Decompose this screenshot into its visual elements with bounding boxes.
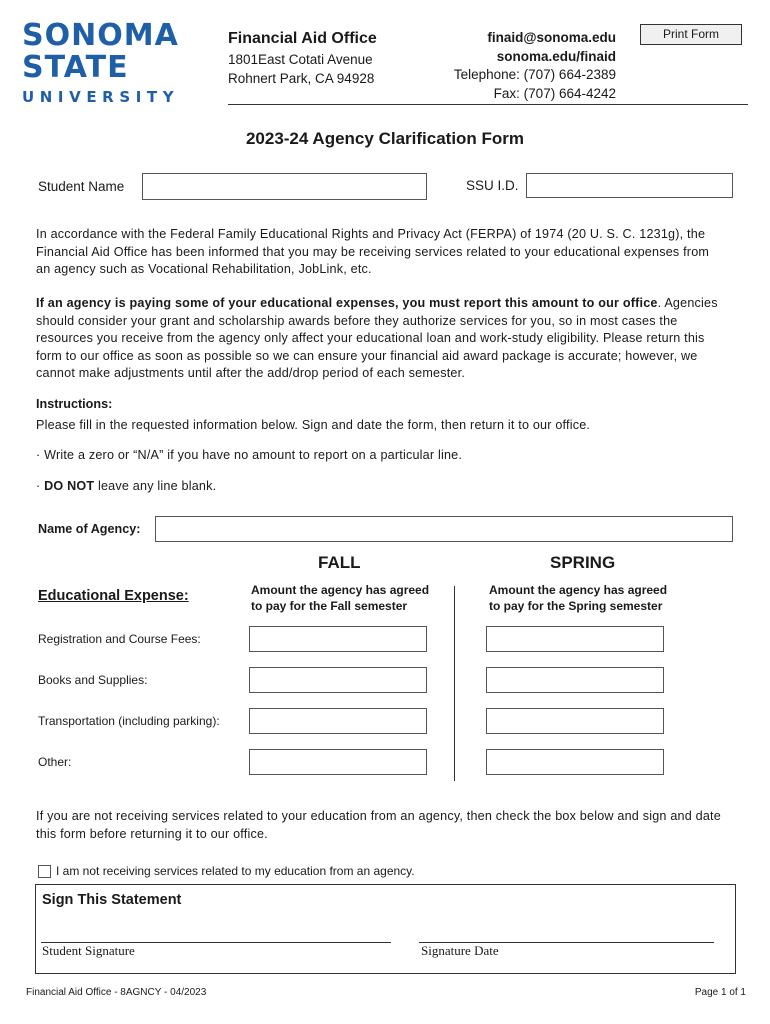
expense-row-label: Transportation (including parking): (38, 714, 220, 728)
ssu-id-label: SSU I.D. (466, 178, 519, 193)
fall-heading: FALL (318, 553, 361, 572)
fall-subheading-line1: Amount the agency has agreed (251, 583, 430, 597)
agency-name-input[interactable] (155, 516, 733, 542)
signature-heading: Sign This Statement (42, 892, 182, 908)
ssu-id-input[interactable] (526, 173, 733, 198)
fall-books-input[interactable] (249, 667, 427, 693)
print-form-button[interactable]: Print Form (640, 24, 742, 45)
expense-row-label: Other: (38, 755, 72, 769)
contact-website: sonoma.edu/finaid (496, 49, 616, 64)
office-address-line1: 1801East Cotati Avenue (228, 52, 373, 67)
agency-paragraph-rest: . Agencies should consider your grant and scholarship awards before they authorize services for you, so in most cases the resources you receive from the agency only affect your educational loan and work-study eligibility. Please return this form to our office as soon as possible so we can ensure your financial aid award package is accurate; however, we cannot make adjustments until after the add/drop period of each semester. (36, 296, 718, 380)
fall-subheading-line2: to pay for the Fall semester (251, 599, 408, 613)
not-receiving-checkbox[interactable] (38, 865, 51, 878)
contact-email: finaid@sonoma.edu (487, 30, 616, 45)
not-receiving-paragraph: If you are not receiving services related to your education from an agency, then check the box below and sign and date this form before returning it to our office. (36, 809, 721, 841)
expense-row-label: Books and Supplies: (38, 673, 148, 687)
ferpa-paragraph: In accordance with the Federal Family Educational Rights and Privacy Act (FERPA) of 1974 (20 U. S. C. 1231g), the Financial Aid Office has been informed that you may be receiving services related to your educational expenses from an agency such as Vocational Rehabilitation, JobLink, etc. (36, 227, 710, 276)
fall-transportation-input[interactable] (249, 708, 427, 734)
signature-box (35, 884, 736, 974)
instructions-bullet-2 (36, 479, 216, 493)
fall-registration-input[interactable] (249, 626, 427, 652)
column-divider (454, 586, 455, 781)
footer-form-code: Financial Aid Office - 8AGNCY - 04/2023 (26, 987, 207, 998)
educational-expense-heading: Educational Expense: (38, 588, 189, 604)
logo-line-sonoma: SONOMA (22, 18, 179, 53)
form-title: 2023-24 Agency Clarification Form (245, 129, 525, 148)
footer-page-number: Page 1 of 1 (694, 987, 746, 998)
agency-name-label: Name of Agency: (38, 522, 141, 536)
header-divider (228, 104, 748, 105)
student-name-input[interactable] (142, 173, 427, 200)
instructions-heading: Instructions: (36, 397, 113, 411)
signature-date-label: Signature Date (421, 943, 499, 958)
spring-registration-input[interactable] (486, 626, 664, 652)
spring-transportation-input[interactable] (486, 708, 664, 734)
logo-line-university: UNIVERSITY (22, 88, 180, 106)
logo-line-state: STATE (22, 50, 129, 85)
spring-subheading-line1: Amount the agency has agreed (489, 583, 668, 597)
student-name-label: Student Name (38, 179, 125, 194)
fall-other-input[interactable] (249, 749, 427, 775)
agency-paragraph-bold: If an agency is paying some of your educational expenses, you must report this amount to our office (36, 296, 658, 310)
office-title: Financial Aid Office (228, 30, 377, 47)
not-receiving-checkbox-label: I am not receiving services related to my education from an agency. (56, 864, 415, 878)
bullet-2-prefix: · (36, 479, 45, 493)
university-logo (22, 20, 192, 110)
spring-heading: SPRING (550, 553, 616, 572)
contact-telephone: Telephone: (707) 664-2389 (453, 67, 616, 82)
spring-books-input[interactable] (486, 667, 664, 693)
instructions-bullet-1: · Write a zero or “N/A” if you have no amount to report on a particular line. (36, 448, 463, 462)
bullet-2-bold: DO NOT (44, 479, 95, 493)
instructions-line: Please fill in the requested information below. Sign and date the form, then return it to our office. (36, 418, 591, 432)
student-signature-label: Student Signature (42, 943, 135, 958)
office-address-line2: Rohnert Park, CA 94928 (228, 71, 375, 86)
spring-subheading-line2: to pay for the Spring semester (489, 599, 663, 613)
expense-row-label: Registration and Course Fees: (38, 632, 201, 646)
spring-other-input[interactable] (486, 749, 664, 775)
contact-fax: Fax: (707) 664-4242 (493, 86, 616, 101)
agency-paragraph (36, 295, 726, 383)
bullet-2-rest: leave any line blank. (94, 479, 217, 493)
